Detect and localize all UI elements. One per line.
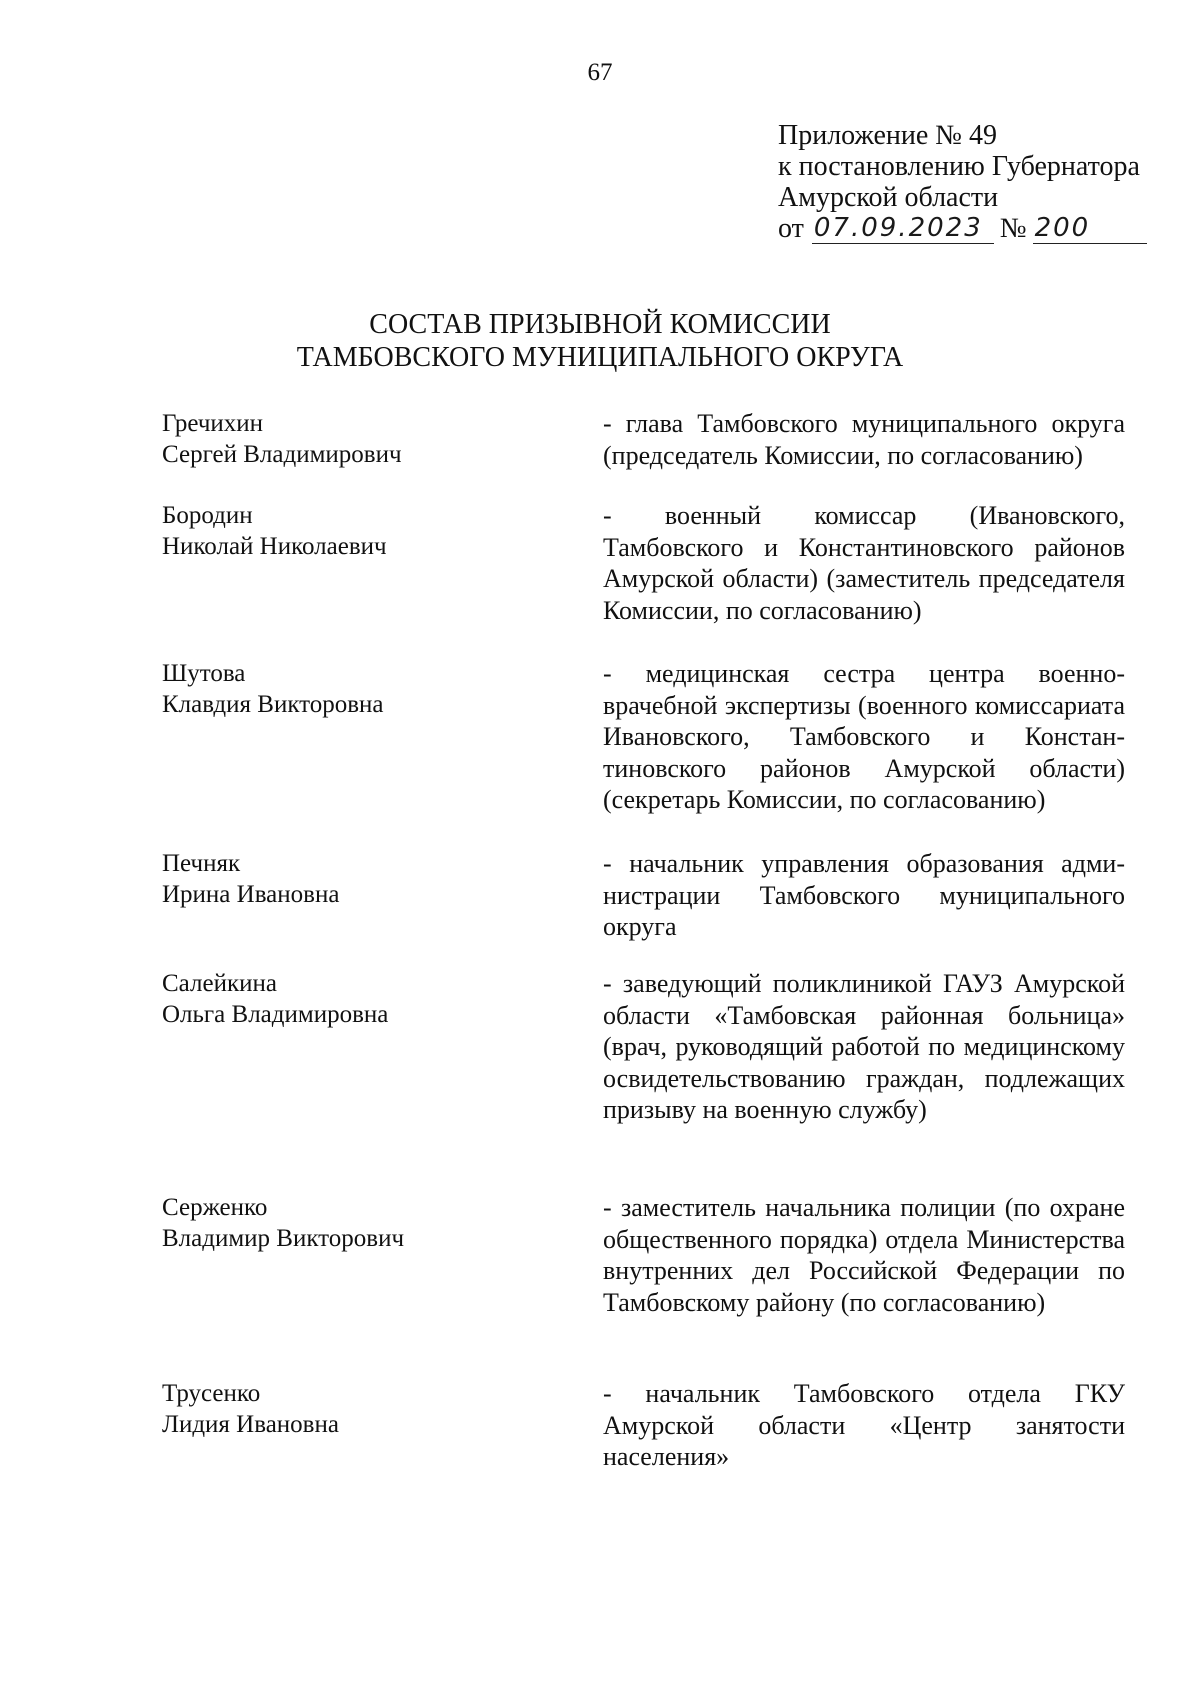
page-number: 67	[587, 59, 613, 86]
number-sign: №	[999, 213, 1027, 244]
member-role: - военный комиссар (Ивановского, Тамбовского и Константиновского районов Амурской области) (заместитель председателя Комиссии, по согласованию)	[603, 501, 1125, 625]
member-name	[162, 848, 582, 910]
member-surname: Серженко	[162, 1194, 268, 1221]
member-role: - медицинская сестра центра военно-врачебной экспертизы (военного комиссариата Ивановского, Тамбовского и Константиновского районов Амурской области) (секретарь Комиссии, по согласованию)	[603, 659, 1125, 814]
appendix-region: Амурской области	[778, 182, 999, 213]
member-surname: Печняк	[162, 850, 241, 877]
appendix-decree-ref: к постановлению Губернатора	[778, 151, 1140, 182]
member-surname: Бородин	[162, 502, 253, 529]
member-given-names: Лидия Ивановна	[162, 1411, 339, 1438]
member-given-names: Владимир Викторович	[162, 1225, 405, 1252]
member-role: - глава Тамбовского муниципального округа (председатель Комиссии, по согласованию)	[603, 409, 1125, 470]
member-role: - начальник управления образования администрации Тамбовского муниципального округа	[603, 849, 1125, 941]
member-name	[162, 1192, 582, 1254]
member-surname: Шутова	[162, 660, 246, 687]
member-name	[162, 658, 582, 720]
title-line-2: ТАМБОВСКОГО МУНИЦИПАЛЬНОГО ОКРУГА	[296, 342, 904, 373]
member-name	[162, 1378, 582, 1440]
member-role: - начальник Тамбовского отдела ГКУ Амурской области «Центр занятости населения»	[603, 1379, 1125, 1471]
member-role: - заведующий поликлиникой ГАУЗ Амурской области «Тамбовская районная больница» (врач, руководящий работой по медицинскому освидетельствованию граждан, подлежащих призыву на военную службу)	[603, 969, 1125, 1124]
member-surname: Салейкина	[162, 970, 277, 997]
member-given-names: Ольга Владимировна	[162, 1001, 389, 1028]
member-given-names: Клавдия Викторовна	[162, 691, 384, 718]
appendix-header	[778, 120, 1158, 244]
handwritten-date: 07.09.2023	[812, 213, 994, 244]
member-surname: Трусенко	[162, 1380, 261, 1407]
handwritten-number: 200	[1033, 213, 1147, 244]
member-name	[162, 500, 582, 562]
appendix-date-row	[778, 213, 1158, 244]
member-surname: Гречихин	[162, 410, 264, 437]
appendix-title: Приложение № 49	[778, 120, 997, 151]
member-given-names: Сергей Владимирович	[162, 441, 402, 468]
title-line-1: СОСТАВ ПРИЗЫВНОЙ КОМИССИИ	[369, 309, 831, 340]
member-role: - заместитель начальника полиции (по охране общественного порядка) отдела Министерства внутренних дел Российской Федерации по Тамбовскому району (по согласованию)	[603, 1193, 1125, 1317]
member-name	[162, 968, 582, 1030]
date-prefix: от	[778, 213, 804, 244]
member-given-names: Николай Николаевич	[162, 533, 387, 560]
document-title	[0, 308, 1200, 374]
member-given-names: Ирина Ивановна	[162, 881, 340, 908]
member-name	[162, 408, 582, 470]
